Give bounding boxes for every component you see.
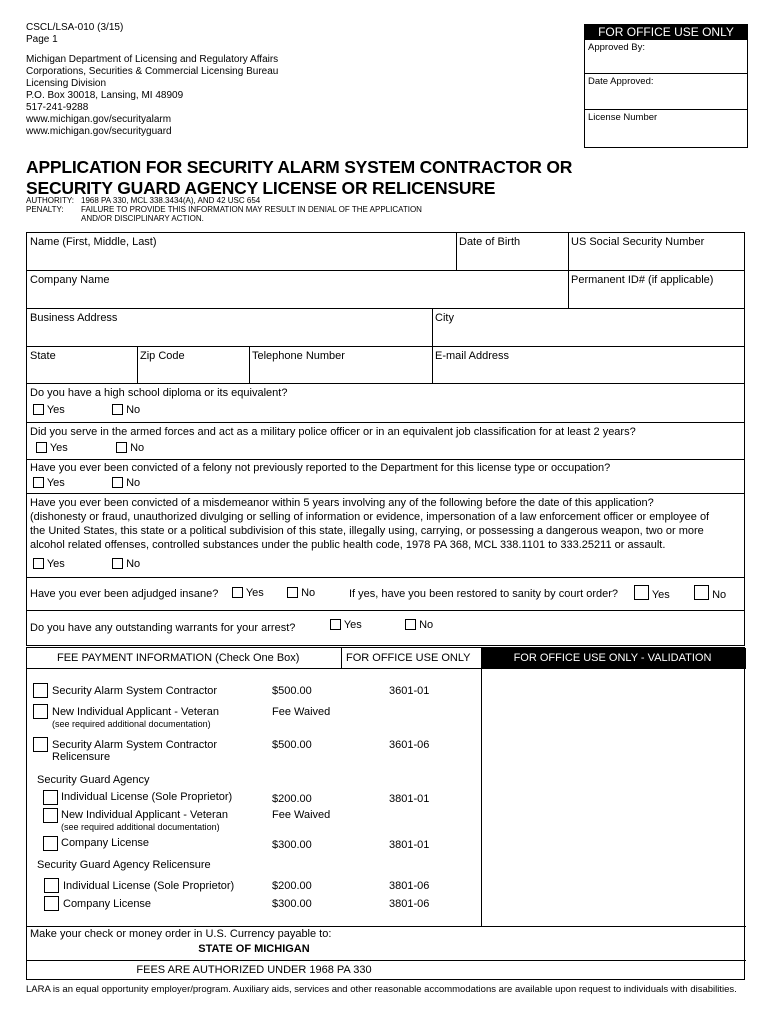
fee-item-label: Relicensure [52,751,111,763]
checkbox[interactable] [33,558,44,569]
phone-field[interactable] [249,347,432,383]
fee-group-title: Security Guard Agency [37,774,150,786]
question-misdemeanor [27,494,744,578]
checkbox[interactable] [36,442,47,453]
checkbox[interactable] [232,587,243,598]
name-field[interactable] [27,233,456,270]
checkbox[interactable] [112,404,123,415]
agency-line: P.O. Box 30018, Lansing, MI 48909 [26,90,184,101]
agency-line: 517-241-9288 [26,102,89,113]
ssn-field[interactable] [568,233,744,270]
question-text: Do you have any outstanding warrants for your arrest? [30,622,296,634]
office-use-box [584,24,748,148]
agency-line: Licensing Division [26,78,107,89]
date-approved-field[interactable] [585,73,747,109]
question-text: Have you ever been adjudged insane? [30,588,219,600]
no-label: No [126,558,141,570]
fee-office-header: FOR OFFICE USE ONLY [346,652,471,664]
fee-authority-text: FEES ARE AUTHORIZED UNDER 1968 PA 330 [136,964,372,976]
fee-item-label: Company License [63,898,152,910]
checkbox[interactable] [112,558,123,569]
question-text: alcohol related offenses, controlled substances under the public health code, 1978 PA 368, MCL 338.1101 to 333.25211 or assault. [30,539,666,551]
license-number-field[interactable] [585,109,747,146]
question-military [27,423,744,460]
fee-item-label: Security Alarm System Contractor [52,739,218,751]
no-label: No [126,404,141,416]
fee-item-label: New Individual Applicant - Veteran [61,809,228,821]
question-diploma [27,384,744,423]
row-address [27,309,744,347]
penalty-value-cont: AND/OR DISCIPLINARY ACTION. [81,214,204,223]
fee-item-label: Individual License (Sole Proprietor) [63,880,235,892]
fee-item-code: 3801-06 [389,898,430,910]
checkbox[interactable] [44,878,59,893]
permanent-id-field[interactable] [568,271,744,308]
penalty-key: PENALTY: [26,205,64,214]
checkbox[interactable] [33,477,44,488]
checkbox[interactable] [116,442,127,453]
city-field[interactable] [432,309,744,346]
checkbox[interactable] [43,790,58,805]
payee-text: STATE OF MICHIGAN [198,943,310,955]
checkbox[interactable] [43,808,58,823]
company-label: Company Name [30,274,110,286]
question-text: Have you ever been convicted of a misdemeanor within 5 years involving any of the following before the date of this application? [30,497,654,509]
fee-item-price: $300.00 [272,839,312,851]
yes-label: Yes [46,477,65,489]
question-text: Did you serve in the armed forces and act as a military police officer or in an equivalent job classification for at least 2 years? [30,426,636,438]
authority-value: 1968 PA 330, MCL 338.3434(A), AND 42 USC 654 [81,196,261,205]
fee-item-label: Company License [61,837,150,849]
row-company [27,271,744,309]
checkbox[interactable] [405,619,416,630]
question-text: Have you ever been convicted of a felony not previously reported to the Department for this license type or occupation? [30,462,611,474]
fee-item-label: New Individual Applicant - Veteran [52,706,219,718]
fee-item-label: Individual License (Sole Proprietor) [61,791,233,803]
yes-label: Yes [46,558,65,570]
agency-link[interactable]: www.michigan.gov/securityguard [26,126,172,137]
question-text: the United States, this state or a political subdivision of this state, illegally using, carrying, or possessing a dangerous weapon, two or more [30,525,704,537]
ssn-label: US Social Security Number [571,236,705,248]
permanent-id-label: Permanent ID# (if applicable) [571,274,714,286]
fee-item-note: (see required additional documentation) [52,719,211,729]
phone-label: Telephone Number [252,350,345,362]
yes-label: Yes [651,589,670,601]
page-number: Page 1 [26,34,58,45]
question-text: (dishonesty or fraud, unauthorized divulging or selling of information or evidence, impersonation of a law enforcement officer or employee of [30,511,710,523]
agency-line: Michigan Department of Licensing and Regulatory Affairs [26,54,279,65]
fee-item-price: $500.00 [272,685,312,697]
question-insane [27,578,744,611]
approved-by-label: Approved By: [588,42,646,53]
approved-by-field[interactable] [585,40,747,73]
license-number-label: License Number [588,112,658,123]
checkbox[interactable] [287,587,298,598]
question-warrants [27,611,744,645]
title-line-2: SECURITY GUARD AGENCY LICENSE OR RELICENSURE [26,178,496,198]
checkbox[interactable] [112,477,123,488]
dob-field[interactable] [456,233,568,270]
penalty-value: FAILURE TO PROVIDE THIS INFORMATION MAY RESULT IN DENIAL OF THE APPLICATION [81,205,422,214]
fee-item-code: 3601-01 [389,685,430,697]
no-label: No [712,589,727,601]
fee-item-price: Fee Waived [272,809,331,821]
checkbox[interactable] [33,683,48,698]
applicant-form [26,232,745,646]
dob-label: Date of Birth [459,236,521,248]
yes-label: Yes [46,404,65,416]
city-label: City [435,312,454,324]
fee-item-price: $300.00 [272,898,312,910]
fee-item-price: $200.00 [272,880,312,892]
authority-block [26,196,422,223]
fee-item-code: 3801-06 [389,880,430,892]
company-field[interactable] [27,271,568,308]
fee-item-label: Security Alarm System Contractor [52,685,218,697]
yes-label: Yes [343,619,362,631]
state-field[interactable] [27,347,137,383]
row-name [27,233,744,271]
checkbox[interactable] [33,404,44,415]
fee-item-price: $500.00 [272,739,312,751]
zip-label: Zip Code [140,350,185,362]
agency-line: Corporations, Securities & Commercial Licensing Bureau [26,66,279,77]
fee-item-code: 3601-06 [389,739,430,751]
fee-item-code: 3801-01 [389,793,430,805]
fee-group-title: Security Guard Agency Relicensure [37,859,211,871]
question-felony [27,460,744,494]
title-line-1: APPLICATION FOR SECURITY ALARM SYSTEM CONTRACTOR OR [26,157,573,177]
fee-validation-header: FOR OFFICE USE ONLY - VALIDATION [513,652,712,664]
business-address-field[interactable] [27,309,432,346]
question-text: If yes, have you been restored to sanity by court order? [349,588,619,600]
agency-header [26,22,278,138]
no-label: No [301,587,316,599]
date-approved-label: Date Approved: [588,76,654,87]
checkbox[interactable] [330,619,341,630]
fee-section [26,647,745,980]
no-label: No [130,442,145,454]
fee-item-note: (see required additional documentation) [61,822,220,832]
payable-text: Make your check or money order in U.S. Currency payable to: [30,928,332,940]
form-id: CSCL/LSA-010 (3/15) [26,22,124,33]
agency-link[interactable]: www.michigan.gov/securityalarm [26,114,172,125]
footer-notice: LARA is an equal opportunity employer/program. Auxiliary aids, services and other reasonable accommodations are available upon request to individuals with disabilities. [26,984,737,995]
checkbox[interactable] [634,585,649,600]
fee-item-price: Fee Waived [272,706,331,718]
fee-item-code: 3801-01 [389,839,430,851]
yes-label: Yes [49,442,68,454]
email-label: E-mail Address [435,350,509,362]
state-label: State [30,350,56,362]
zip-field[interactable] [137,347,249,383]
yes-label: Yes [245,587,264,599]
fee-header: FEE PAYMENT INFORMATION (Check One Box) [57,652,300,664]
fee-item-price: $200.00 [272,793,312,805]
name-label: Name (First, Middle, Last) [30,236,157,248]
no-label: No [419,619,434,631]
checkbox[interactable] [43,836,58,851]
checkbox[interactable] [694,585,709,600]
page-title [26,157,572,199]
email-field[interactable] [432,347,744,383]
business-address-label: Business Address [30,312,118,324]
authority-key: AUTHORITY: [26,196,75,205]
no-label: No [126,477,141,489]
office-use-title: FOR OFFICE USE ONLY [585,25,747,40]
checkbox[interactable] [44,896,59,911]
row-contact [27,347,744,384]
checkbox[interactable] [33,704,48,719]
checkbox[interactable] [33,737,48,752]
question-text: Do you have a high school diploma or its equivalent? [30,387,288,399]
